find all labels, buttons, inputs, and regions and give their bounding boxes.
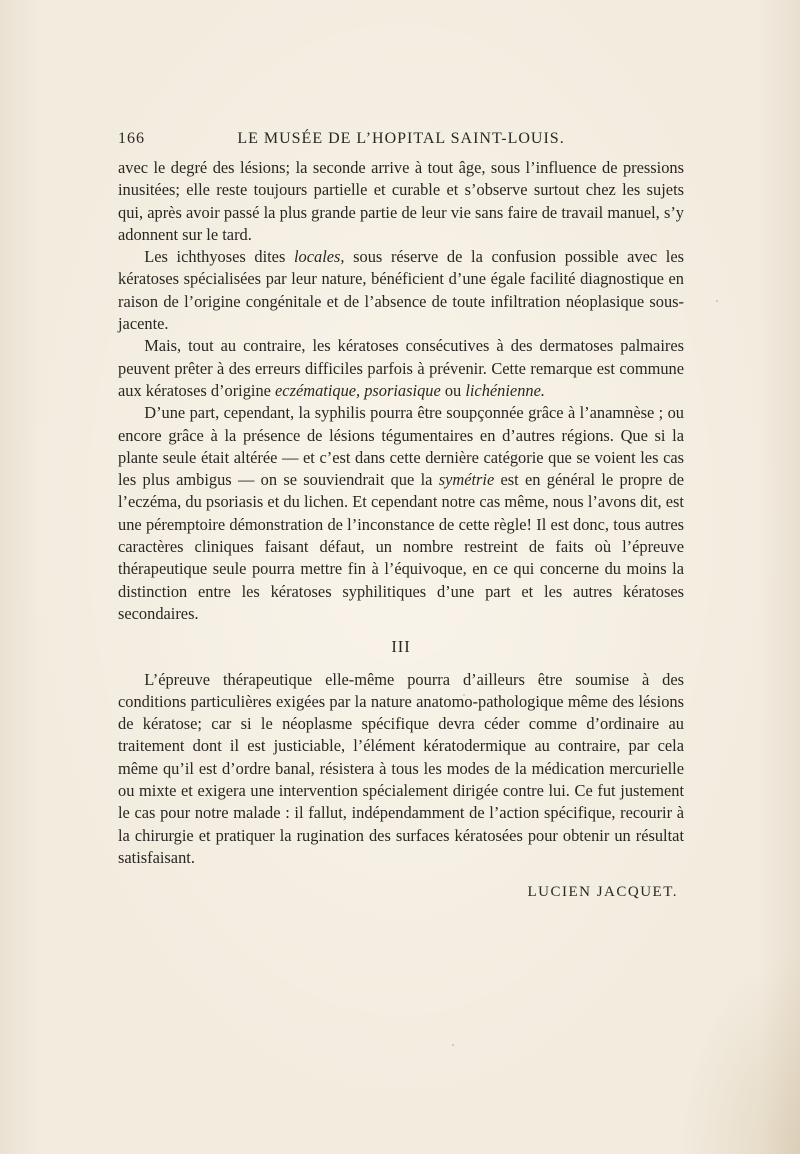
author-signature: LUCIEN JACQUET. — [527, 884, 678, 901]
paragraph-5: L’épreuve thérapeutique elle-même pourra d’ailleurs être soumise à des conditions particulières exigées par la nature anatomo-pathologique même des lésions de kératose; car si le néoplasme spécifique devra céder comme d’ordinaire au traitement dont il est justiciable, l’élément kératodermique au contraire, par cela même qu’il est d’ordre banal, résistera à tous les modes de la médication mercurielle ou mixte et exigera une intervention spécialement dirigée contre lui. Ce fut justement le cas pour notre malade : il fallut, indépendamment de l’action spécifique, recourir à la chirurgie et pratiquer la rugination des surfaces kératosées pour obtenir un résultat satisfaisant. — [118, 669, 684, 867]
paragraph-2 — [118, 246, 684, 335]
paragraph-4-text-a: D’une part, cependant, la syphilis pourra être soupçonnée grâce à l’anamnèse ; ou encore grâce à la présence de lésions tégumentaires en d’autres régions. Que si la plante seule était altérée — et c’est dans cette dernière catégorie que se voient les cas les plus ambigus — on se souviendrait que la — [118, 403, 684, 490]
paragraph-3-italic-1: eczématique, psoriasique — [275, 380, 441, 400]
paragraph-1: avec le degré des lésions; la seconde arrive à tout âge, sous l’influence de pressions inusitées; elle reste toujours partielle et curable et s’observe surtout chez les sujets qui, après avoir passé la plus grande partie de leur vie sans faire de travail manuel, s’y adonnent sur le tard. — [118, 158, 684, 244]
paragraph-4-text-c: est en général le propre de l’eczéma, du psoriasis et du lichen. Et cependant notre cas même, nous l’avons dit, est une péremptoire démonstration de l’inconstance de cette règle! Il est donc, tous autres caractères cliniques faisant défaut, un nombre restreint de faits où l’épreuve thérapeutique seule pourra mettre fin à l’équivoque, en ce qui concerne du moins la distinction entre les kératoses syphilitiques d’une part et les autres kératoses secondaires. — [118, 470, 684, 623]
body-text — [118, 157, 684, 904]
paragraph-4-italic: symétrie — [438, 470, 495, 490]
page-number: 166 — [118, 130, 145, 147]
paragraph-2-italic: locales, — [293, 247, 345, 267]
paragraph-4 — [118, 402, 684, 625]
paper-speck — [716, 300, 718, 302]
paragraph-2-text-a: Les ichthyoses dites — [144, 247, 294, 267]
running-title: LE MUSÉE DE L’HOPITAL SAINT-LOUIS. — [237, 130, 565, 147]
paragraph-3-text-a: Mais, tout au contraire, les kératoses consécutives à des dermatoses palmaires peuvent prêter à des erreurs difficiles parfois à prévenir. Cette remarque est commune aux kératoses d’origine — [118, 336, 684, 400]
paper-speck — [463, 694, 465, 696]
paragraph-3-text-c: ou — [440, 380, 466, 400]
paragraph-2-text-c: sous réserve de la confusion possible avec les kératoses spécialisées par leur nature, bénéficient d’une égale facilité diagnostique en raison de l’origine congénitale et de l’absence de toute infiltration néoplasique sous-jacente. — [118, 247, 684, 334]
page-header — [118, 130, 684, 150]
paper-speck — [452, 1044, 454, 1046]
section-heading: III — [391, 637, 411, 657]
paragraph-3-italic-2: lichénienne. — [465, 380, 545, 400]
paragraph-3 — [118, 335, 684, 402]
